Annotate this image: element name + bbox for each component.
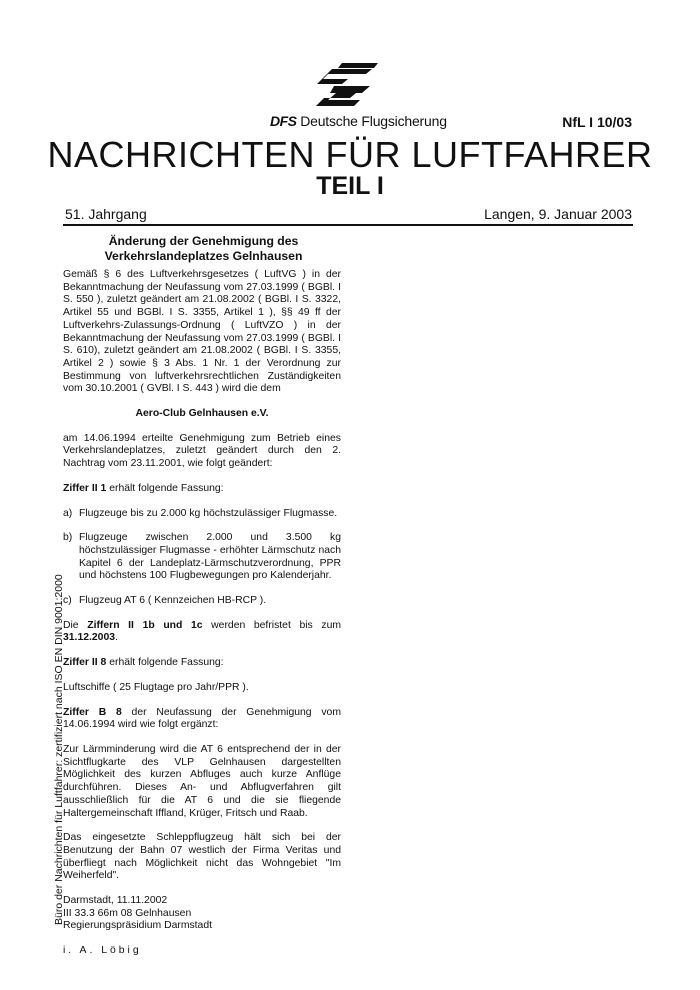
limitation-paragraph: [63, 620, 341, 645]
club-name: [63, 408, 341, 421]
certification-note: Büro der Nachrichten für Luftfahrer: zertifiziert nach ISO EN DIN 9001:2000: [53, 574, 65, 925]
list-item-c-text: Flugzeug AT 6 ( Kennzeichen HB-RCP ).: [79, 595, 267, 607]
page-title: NACHRICHTEN FÜR LUFTFAHRER: [47, 134, 653, 175]
list-item-b-label: b): [63, 532, 73, 544]
place-date-label: Langen, 9. Januar 2003: [484, 206, 632, 222]
tow-plane-paragraph: Das eingesetzte Schleppflugzeug hält sich bei der Benutzung der Bahn 07 westlich der Firma Veritas und überfliegt nach Möglichkeit nicht das Wohngebiet "Im Weiherfeld".: [63, 832, 341, 882]
volume-label: 51. Jahrgang: [65, 206, 147, 222]
brand-name: Deutsche Flugsicherung: [300, 113, 447, 129]
header-divider: [63, 224, 633, 226]
airships-paragraph: Luftschiffe ( 25 Flugtage pro Jahr/PPR ).: [63, 681, 249, 693]
list-item-b-text: Flugzeuge zwischen 2.000 und 3.500 kg höchstzulässiger Flugmasse - erhöhter Lärmschutz nach Kapitel 6 der Landeplatz-Lärmschutzverordnung, PPR und höchstens 100 Flugbewegungen pro Kalenderjahr.: [79, 532, 341, 582]
list-item-b: [63, 532, 341, 583]
brand-abbr: DFS: [270, 113, 297, 129]
ziffer-ii8-paragraph: [63, 657, 341, 670]
permit-paragraph: am 14.06.1994 erteilte Genehmigung zum Betrieb eines Verkehrslandeplatzes, zuletzt geändert durch den 2. Nachtrag vom 23.11.2001, wie folgt geändert:: [63, 432, 341, 470]
ziffer-b8-paragraph: [63, 707, 341, 732]
limitation-ref: Ziffern II 1b und 1c: [87, 619, 203, 631]
article-heading-line2: Verkehrslandeplatzes Gelnhausen: [104, 249, 303, 263]
dfs-logo-icon: [314, 62, 384, 108]
signer: i. A. Löbig: [63, 945, 142, 957]
limitation-end: .: [115, 632, 118, 644]
article-heading-line1: Änderung der Genehmigung des: [108, 234, 299, 248]
ziffer-ii1-text: erhält folgende Fassung:: [106, 482, 224, 494]
issue-number: NfL I 10/03: [562, 114, 632, 130]
intro-paragraph: Gemäß § 6 des Luftverkehrsgesetzes ( LuftVG ) in der Bekanntmachung der Neufassung vom 27.03.1999 ( BGBl. I S. 550 ), zuletzt geändert am 21.08.2002 ( BGBl. I S. 3322, Artikel 55 und BGBl. I S. 3355, Artikel 1 ), §§ 49 ff der Luftverkehrs-Zulassungs-Ordnung ( LuftVZO ) in der Bekanntmachung der Neufassung vom 27.03.1999 ( BGBl. I S. 610), zuletzt geändert am 21.08.2002 ( BGBl. I S. 3355, Artikel 2 ) sowie § 3 Abs. 1 Nr. 1 der Verordnung zur Bestimmung von luftverkehrsrechtlichen Zuständigkeiten vom 30.10.2001 ( GVBl. I S. 443 ) wird die dem: [63, 269, 341, 395]
ziffer-ii8-label: Ziffer II 8: [63, 657, 107, 669]
list-item-a-label: a): [63, 507, 73, 519]
list-item-c-label: c): [63, 595, 72, 607]
ziffer-ii8-text: erhält folgende Fassung:: [106, 657, 224, 669]
limitation-pre: Die: [63, 619, 88, 631]
page-subtitle: TEIL I: [316, 172, 384, 200]
article-body: [63, 269, 341, 958]
ziffer-b8-label: Ziffer B 8: [63, 706, 122, 718]
sign-authority: Regierungspräsidium Darmstadt: [63, 920, 212, 932]
ziffer-ii1-label: Ziffer II 1: [63, 482, 107, 494]
noise-reduction-paragraph: Zur Lärmminderung wird die AT 6 entsprechend der in der Sichtflugkarte des VLP Gelnhausen dargestellten Möglichkeit des kurzen Abfluges auch kurze Anflüge durchführen. Dieses An- und Abflugverfahren gilt ausschließlich für die AT 6 und die sie fliegende Haltergemeinschaft Iffland, Krüger, Fritsch und Raab.: [63, 743, 341, 819]
sign-place-date: Darmstadt, 11.11.2002: [63, 895, 168, 907]
article-heading: [63, 234, 344, 264]
list-item-c: [63, 595, 341, 608]
limitation-date: 31.12.2003: [63, 632, 116, 644]
list-item-a-text: Flugzeuge bis zu 2.000 kg höchstzulässiger Flugmasse.: [79, 507, 338, 519]
list-item-a: [63, 508, 341, 521]
dfs-brand: [270, 113, 447, 129]
limitation-mid: werden befristet bis zum: [202, 619, 341, 631]
ziffer-ii1-paragraph: [63, 483, 341, 496]
ziffer-b8-text: der Neufassung der Genehmigung vom 14.06.1994 wird wie folgt ergänzt:: [63, 706, 341, 731]
club-name-text: Aero-Club Gelnhausen e.V.: [135, 408, 269, 420]
sign-reference: III 33.3 66m 08 Gelnhausen: [63, 907, 192, 919]
